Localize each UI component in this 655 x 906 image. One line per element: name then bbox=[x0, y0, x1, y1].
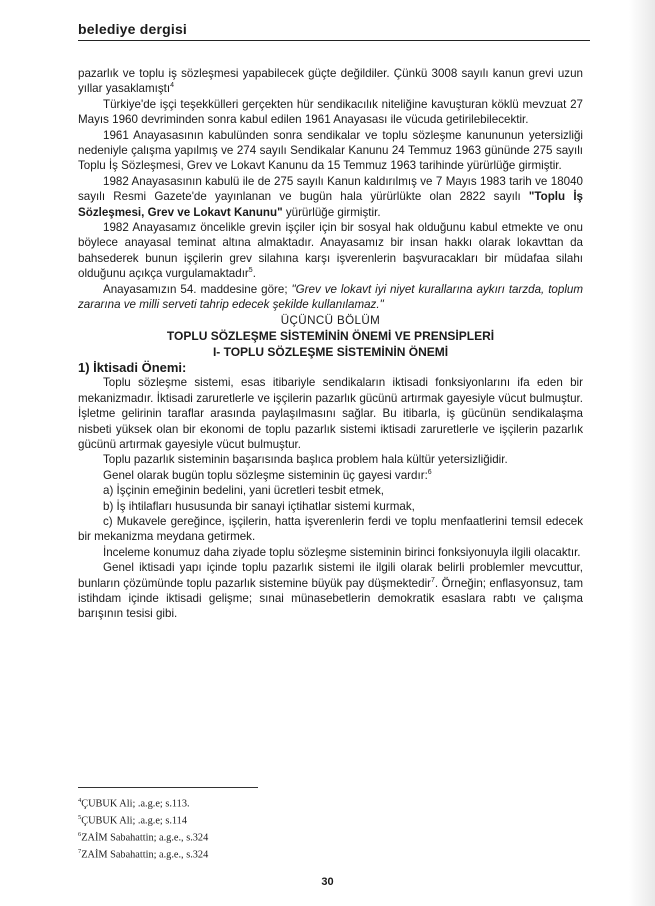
paragraph: Anayasamızın 54. maddesine göre; "Grev ve lokavt iyi niyet kurallarına aykırı tarzda, toplum zararına ve milli serveti tahrip edecek şekilde kullanılamaz." bbox=[78, 282, 584, 312]
footnote: $^5$ÇUBUK Ali; .a.g.e; s.114 bbox=[78, 814, 187, 827]
section-subtitle: I- TOPLU SÖZLEŞME SİSTEMİNİN ÖNEMİ bbox=[212, 344, 449, 359]
section-label: ÜÇÜNCÜ BÖLÜM bbox=[280, 313, 381, 327]
paragraph: 1982 Anayasamız öncelikle grevin işçiler için bir sosyal hak olduğunu kabul etmekte ve onu böylece anayasal teminat altına almaktadır. Anayasamız bir insan hakkı olarak lokavttan da bahsederek bunun işçilerin grev silahına karşı işverenlerin başvuracakları bir müdafaa silahı olduğunu açıkça vurgulamaktadır$^5$. bbox=[78, 221, 583, 281]
footnote-ref[interactable]: 4 bbox=[170, 82, 175, 90]
subsection-heading: 1) İktisadi Önemi: bbox=[78, 359, 187, 375]
paragraph: pazarlık ve toplu iş sözleşmesi yapabilecek güçte değildiler. Çünkü 3008 sayılı kanun grevi uzun yıllar yasaklamıştı$^4$ bbox=[78, 67, 583, 96]
article-body bbox=[78, 66, 583, 622]
paragraph: Toplu pazarlık sisteminin başarısında başlıca problem hala kültür yetersizliğidir. bbox=[103, 453, 508, 467]
paragraph: İnceleme konumuz daha ziyade toplu sözleşme sisteminin birinci fonksiyonuyla ilgili olacaktır. bbox=[103, 545, 581, 559]
law-title: "Toplu İş Sözleşmesi, Grev ve Lokavt Kanunu" bbox=[78, 190, 583, 219]
header-rule bbox=[78, 40, 590, 41]
footnote-ref[interactable]: 5 bbox=[248, 267, 253, 275]
paragraph: Türkiye'de işçi teşekkülleri gerçekten hür sendikacılık niteliğine kavuşturan köklü mevzuat 27 Mayıs 1960 devriminden sonra kabul edilen 1961 Anayasası ile vücuda getirilebilecektir. bbox=[78, 97, 583, 127]
journal-title: belediye dergisi bbox=[78, 21, 188, 37]
list-item: a) İşçinin emeğinin bedelini, yani ücretleri tesbit etmek, bbox=[103, 484, 384, 498]
constitution-quote: "Grev ve lokavt iyi niyet kurallarına aykırı tarzda, toplum zararına ve milli serveti tahrip edecek şekilde kullanılamaz." bbox=[78, 282, 584, 312]
paragraph: 1961 Anayasasının kabulünden sonra sendikalar ve toplu sözleşme kanununun yetersizliği nedeniyle çalışma yapılmış ve 274 sayılı Sendikalar Kanunu 24 Temmuz 1963 gününde 275 sayılı Toplu İş Sözleşmesi, Grev ve Lokavt Kanunu da 15 Temmuz 1963 tarihinde yürürlüğe girmiştir. bbox=[78, 128, 583, 173]
list-item: b) İş ihtilafları hususunda bir sanayi içtihatlar sistemi kurmak, bbox=[103, 499, 415, 513]
list-item: c) Mukavele gereğince, işçilerin, hatta işverenlerin ferdi ve toplu menfaatlerini temsil edecek bir mekanizma meydana getirmek. bbox=[78, 514, 583, 544]
footnote-ref[interactable]: 7 bbox=[431, 576, 435, 584]
page-edge-shadow bbox=[629, 0, 655, 906]
page-number: 30 bbox=[321, 876, 334, 888]
paragraph: 1982 Anayasasının kabulü ile de 275 sayılı Kanun kaldırılmış ve 7 Mayıs 1983 tarih ve 18040 sayılı Resmi Gazete'de yayınlanan ve bugün hala yürürlükte olan 2822 sayılı "Toplu İş Sözleşmesi, Grev ve Lokavt Kanunu" yürürlüğe girmiştir. bbox=[78, 174, 583, 219]
footnote-rule bbox=[78, 787, 258, 788]
footnote: $^4$ÇUBUK Ali; .a.g.e; s.113. bbox=[78, 797, 190, 810]
footnote-ref[interactable]: 6 bbox=[427, 468, 432, 476]
paragraph: Toplu sözleşme sistemi, esas itibariyle sendikaların iktisadi fonksiyonlarını ifa eden bir mekanizmadır. İktisadi zaruretlerle ve işçilerin pazarlık gücünü artırmak gayesiyle vücut bulmuştur. İşletme gelirinin taraflar arasında paylaşılmasını sağlar. Bu itibarla, iş gücünün sendikalaşma nisbeti yüksek olan bir ekonomi de toplu pazarlık sistemi iktisadi zaruretlerle ve işçilerin pazarlık gücünü artırmak gayesiyle vücut bulmuştur. bbox=[78, 376, 583, 451]
footnote: $^6$ZAİM Sabahattin; a.g.e., s.324 bbox=[78, 831, 209, 844]
paragraph: Genel olarak bugün toplu sözleşme sisteminin üç gayesi vardır:$^6$ bbox=[103, 468, 432, 482]
footnote: $^7$ZAİM Sabahattin; a.g.e., s.324 bbox=[78, 848, 209, 861]
paragraph: Genel iktisadi yapı içinde toplu pazarlık sistemi ile ilgili olarak belirli problemler mevcuttur, bunların çözümünde toplu pazarlık sistemine büyük pay düşmektedir$^7$. Örneğin; enflasyonsuz, tam istihdam içinde iktisadi gelişme; sınai münasebetlerin demokratik esaslara rabtı ve çalışma barışının tesisi gibi. bbox=[78, 561, 583, 621]
footnotes bbox=[78, 794, 208, 862]
section-title: TOPLU SÖZLEŞME SİSTEMİNİN ÖNEMİ VE PRENSİPLERİ bbox=[166, 328, 495, 343]
